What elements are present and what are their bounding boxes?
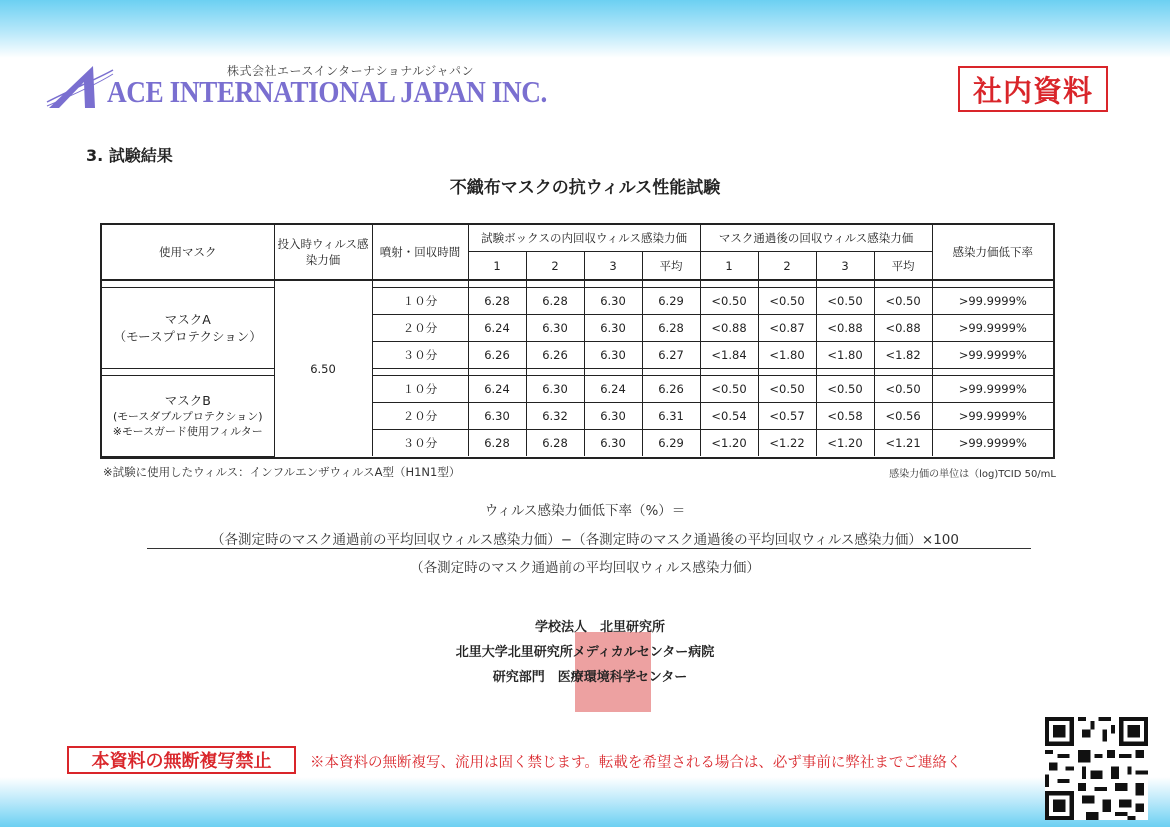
mask-a-name: マスクA (164, 312, 211, 327)
input-titer-value: 6.50 (274, 280, 372, 456)
value-cell: 6.24 (468, 315, 526, 342)
section-title: 3. 試験結果 (86, 146, 173, 165)
value-cell: 6.28 (526, 288, 584, 315)
value-cell: <1.22 (758, 430, 816, 457)
time-cell: １０分 (372, 376, 468, 403)
value-cell: <1.82 (874, 342, 932, 369)
table-row (102, 288, 1053, 315)
value-cell: <0.88 (700, 315, 758, 342)
value-cell: 6.30 (526, 376, 584, 403)
value-cell: 6.30 (584, 403, 642, 430)
mask-b-detail: (モースダブルプロテクション) (113, 410, 263, 424)
reduction-cell: >99.9999% (932, 315, 1053, 342)
value-cell: 6.27 (642, 342, 700, 369)
company-logo (45, 62, 547, 118)
value-cell: 6.26 (526, 342, 584, 369)
sub-header: 3 (584, 252, 642, 280)
value-cell: 6.26 (642, 376, 700, 403)
sub-header: 3 (816, 252, 874, 280)
bottom-gradient-band (0, 777, 1170, 827)
header-mask: 使用マスク (102, 225, 274, 280)
value-cell: 6.28 (468, 288, 526, 315)
value-cell: 6.30 (468, 403, 526, 430)
mask-b-name: マスクB (164, 393, 211, 409)
value-cell: 6.32 (526, 403, 584, 430)
reduction-cell: >99.9999% (932, 288, 1053, 315)
formula-lhs: ウィルス感染力価低下率（%）＝ (484, 503, 686, 519)
value-cell: 6.31 (642, 403, 700, 430)
value-cell: <0.50 (816, 288, 874, 315)
time-cell: ３０分 (372, 342, 468, 369)
mask-b-note: ※モースガード使用フィルター (112, 425, 263, 439)
sub-header: 2 (758, 252, 816, 280)
value-cell: 6.30 (584, 430, 642, 457)
value-cell: 6.29 (642, 430, 700, 457)
value-cell: 6.24 (468, 376, 526, 403)
value-cell: 6.30 (584, 315, 642, 342)
value-cell: <0.50 (700, 376, 758, 403)
value-cell: <0.50 (700, 288, 758, 315)
value-cell: <1.20 (816, 430, 874, 457)
sub-header: 1 (468, 252, 526, 280)
time-cell: ２０分 (372, 403, 468, 430)
value-cell: <1.84 (700, 342, 758, 369)
no-copy-notice-text: ※本資料の無断複写、流用は固く禁じます。転載を希望される場合は、必ず事前に弊社までご連絡く (310, 755, 962, 771)
formula-fraction-line (147, 548, 1031, 549)
header-reduction: 感染力価低下率 (932, 225, 1053, 280)
time-cell: ３０分 (372, 430, 468, 457)
company-kana: 株式会社エースインターナショナルジャパン (227, 64, 475, 78)
formula-denominator: （各測定時のマスク通過前の平均回収ウィルス感染力価） (410, 560, 760, 576)
header-box-group: 試験ボックスの内回収ウィルス感染力価 (468, 225, 700, 252)
value-cell: <1.80 (816, 342, 874, 369)
header-after-group: マスク通過後の回収ウィルス感染力価 (700, 225, 932, 252)
value-cell: 6.30 (584, 342, 642, 369)
header-spray-time: 噴射・回収時間 (372, 225, 468, 280)
value-cell: 6.24 (584, 376, 642, 403)
mask-b-cell (102, 376, 274, 457)
table-row (102, 376, 1053, 403)
value-cell: 6.30 (584, 288, 642, 315)
value-cell: <0.50 (874, 376, 932, 403)
company-name: ACE INTERNATIONAL JAPAN INC. (107, 74, 547, 109)
results-table (100, 223, 1055, 459)
value-cell: 6.29 (642, 288, 700, 315)
institution-line-3: 研究部門 医療環境科学センター (492, 670, 688, 685)
institution-line-1: 学校法人 北里研究所 (534, 620, 665, 635)
value-cell: <0.50 (874, 288, 932, 315)
value-cell: 6.28 (526, 430, 584, 457)
time-cell: １０分 (372, 288, 468, 315)
mask-a-detail: （モースプロテクション） (113, 329, 262, 344)
header-input-titer: 投入時ウィルス感染力価 (274, 225, 372, 280)
sub-header: 平均 (874, 252, 932, 280)
reduction-cell: >99.9999% (932, 342, 1053, 369)
reduction-cell: >99.9999% (932, 376, 1053, 403)
ace-logo-mark-icon (45, 62, 115, 114)
value-cell: 6.26 (468, 342, 526, 369)
mask-a-cell (102, 288, 274, 369)
value-cell: 6.30 (526, 315, 584, 342)
no-copy-notice-box: 本資料の無断複写禁止 (67, 746, 296, 774)
unit-note: 感染力価の単位は（log)TCID 50/mL (889, 469, 1056, 480)
reduction-cell: >99.9999% (932, 403, 1053, 430)
value-cell: 6.28 (642, 315, 700, 342)
sub-header: 平均 (642, 252, 700, 280)
value-cell: <0.88 (874, 315, 932, 342)
internal-document-stamp: 社内資料 (958, 66, 1108, 112)
value-cell: <0.50 (758, 376, 816, 403)
value-cell: <1.80 (758, 342, 816, 369)
sub-header: 2 (526, 252, 584, 280)
value-cell: <0.58 (816, 403, 874, 430)
value-cell: <0.87 (758, 315, 816, 342)
sub-header: 1 (700, 252, 758, 280)
value-cell: <0.88 (816, 315, 874, 342)
formula-numerator: （各測定時のマスク通過前の平均回収ウィルス感染力価）−（各測定時のマスク通過後の平均回収ウィルス感染力価）×100 (211, 532, 959, 548)
value-cell: 6.28 (468, 430, 526, 457)
reduction-cell: >99.9999% (932, 430, 1053, 457)
virus-footnote: ※試験に使用したウィルス：インフルエンザウィルスA型（H1N1型） (103, 465, 461, 479)
value-cell: <1.20 (700, 430, 758, 457)
value-cell: <1.21 (874, 430, 932, 457)
value-cell: <0.54 (700, 403, 758, 430)
qr-code-icon (1045, 717, 1148, 820)
value-cell: <0.50 (816, 376, 874, 403)
institution-line-2: 北里大学北里研究所メディカルセンター病院 (455, 645, 715, 660)
table-title: 不織布マスクの抗ウィルス性能試験 (449, 178, 721, 198)
value-cell: <0.50 (758, 288, 816, 315)
top-gradient-band (0, 0, 1170, 58)
value-cell: <0.56 (874, 403, 932, 430)
time-cell: ２０分 (372, 315, 468, 342)
value-cell: <0.57 (758, 403, 816, 430)
